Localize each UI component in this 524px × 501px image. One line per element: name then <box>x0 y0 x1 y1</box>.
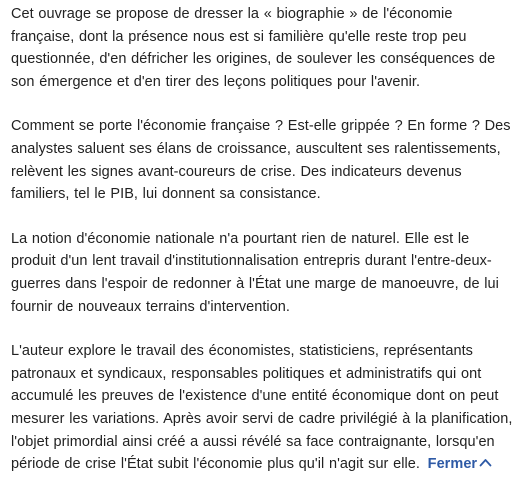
description-paragraph: La notion d'économie nationale n'a pourtant rien de naturel. Elle est le produit d'un lent travail d'institutionnalisation entrepris durant l'entre-deux-guerres dans l'espoir de redonner à l'État une marge de manoeuvre, de lui fournir de nouveaux terrains d'intervention. <box>11 230 499 315</box>
description-paragraph: Comment se porte l'économie française ? Est-elle grippée ? En forme ? Des analystes saluent ses élans de croissance, auscultent ses ralentissements, relèvent les signes avant-coureurs de crise. Des indicateurs devenus familiers, tel le PIB, lui donnent sa consistance. <box>11 118 511 203</box>
book-description <box>11 3 518 498</box>
description-paragraph-text: L'auteur explore le travail des économistes, statisticiens, représentants patronaux et syndicaux, responsables politiques et administratifs qui ont accumulé les preuves de l'existence d'une entité économique dont on peut mesurer les variations. Après avoir servi de cadre privilégié à la planification, l'objet primordial ainsi créé a aussi révélé sa face contraignante, lorsqu'en période de crise l'État subit l'économie plus qu'il n'agit sur elle. <box>11 343 513 473</box>
collapse-description-link[interactable] <box>428 456 492 472</box>
description-paragraph: Cet ouvrage se propose de dresser la « biographie » de l'économie française, dont la présence nous est si familière qu'elle reste trop peu questionnée, d'en défricher les origines, de soulever les conséquences de son émergence et d'en tirer des leçons politiques pour l'avenir. <box>11 6 496 90</box>
description-paragraph-last <box>11 340 518 476</box>
chevron-up-icon <box>479 458 492 467</box>
collapse-label: Fermer <box>427 456 478 473</box>
